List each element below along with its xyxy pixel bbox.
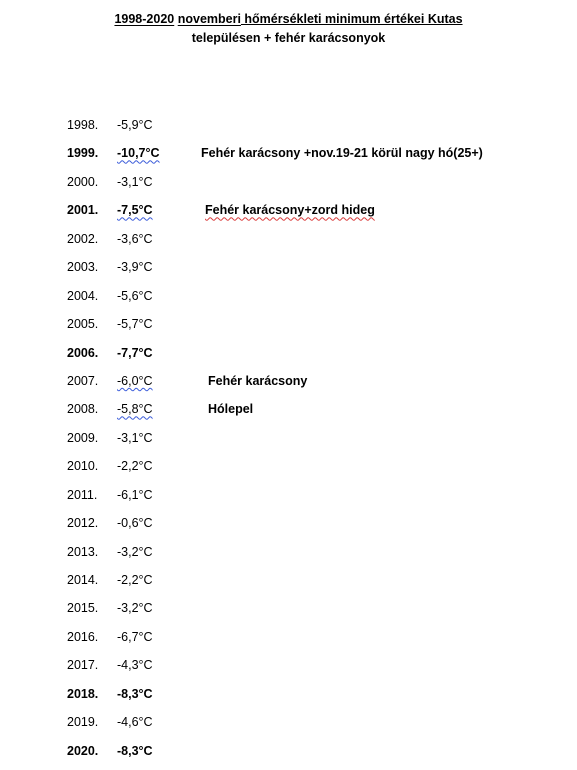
year-label: 2010. xyxy=(67,459,99,474)
temperature-value: -6,1°C xyxy=(117,487,153,502)
temperature-value: -8,3°C xyxy=(117,743,153,758)
list-item xyxy=(67,713,567,741)
year-label: 1998. xyxy=(67,118,99,132)
note-text: Fehér karácsony xyxy=(208,373,308,388)
temperature-value: -10,7°C xyxy=(117,146,160,161)
year-label: 2015. xyxy=(67,601,99,616)
temperature-value: -7,7°C xyxy=(117,345,153,360)
note-text: Fehér karácsony+zord hideg xyxy=(205,203,375,218)
temperature-value: -3,1°C xyxy=(117,430,153,445)
year-label: 2000. xyxy=(67,174,99,189)
list-item xyxy=(67,742,567,770)
list-item xyxy=(67,400,567,428)
list-item xyxy=(67,344,567,372)
temperature-value: -3,9°C xyxy=(117,260,153,275)
year-label: 2009. xyxy=(67,430,99,445)
temperature-list xyxy=(67,116,567,770)
year-label: 2011. xyxy=(67,487,98,502)
title-line-2: településen + fehér karácsonyok xyxy=(191,31,386,45)
temperature-value: -2,2°C xyxy=(117,573,153,587)
temperature-value: -8,3°C xyxy=(117,686,153,701)
list-item xyxy=(67,258,567,286)
year-label: 2019. xyxy=(67,715,99,730)
list-item xyxy=(67,571,567,599)
year-label: 1999. xyxy=(67,146,99,161)
list-item xyxy=(67,372,567,400)
note-text: Fehér karácsony +nov.19-21 körül nagy hó(25+) xyxy=(201,146,483,161)
temperature-value: -4,6°C xyxy=(117,715,153,730)
list-item xyxy=(67,486,567,514)
list-item xyxy=(67,656,567,684)
document-title xyxy=(0,10,577,48)
list-item xyxy=(67,173,567,201)
list-item xyxy=(67,429,567,457)
list-item xyxy=(67,543,567,571)
list-item xyxy=(67,599,567,627)
year-label: 2016. xyxy=(67,629,99,644)
temperature-value: -7,5°C xyxy=(117,203,153,218)
year-label: 2014. xyxy=(67,573,99,587)
temperature-value: -0,6°C xyxy=(117,516,153,531)
title-line-1 xyxy=(0,10,577,29)
temperature-value: -2,2°C xyxy=(117,459,153,474)
year-label: 2004. xyxy=(67,288,99,303)
list-item xyxy=(67,457,567,485)
year-label: 2008. xyxy=(67,402,99,417)
year-label: 2017. xyxy=(67,658,99,673)
title-rest: hőmérsékleti minimum értékei Kutas xyxy=(240,12,463,26)
list-item xyxy=(67,230,567,258)
year-label: 2018. xyxy=(67,686,99,701)
list-item xyxy=(67,628,567,656)
year-label: 2005. xyxy=(67,317,99,332)
temperature-value: -5,8°C xyxy=(117,402,153,417)
temperature-value: -6,7°C xyxy=(117,629,153,644)
list-item xyxy=(67,201,567,229)
note-text: Hólepel xyxy=(208,402,254,417)
year-label: 2007. xyxy=(67,373,99,388)
year-label: 2003. xyxy=(67,260,99,275)
year-label: 2013. xyxy=(67,544,99,559)
temperature-value: -3,1°C xyxy=(117,174,153,189)
list-item xyxy=(67,315,567,343)
temperature-value: -5,9°C xyxy=(117,118,153,132)
title-month-word: novemberi xyxy=(177,12,241,26)
temperature-value: -6,0°C xyxy=(117,373,153,388)
year-label: 2002. xyxy=(67,231,99,246)
year-label: 2001. xyxy=(67,203,99,218)
temperature-value: -3,2°C xyxy=(117,601,153,616)
title-year-range: 1998-2020 xyxy=(114,12,175,26)
year-label: 2020. xyxy=(67,743,99,758)
list-item xyxy=(67,116,567,144)
list-item xyxy=(67,287,567,315)
temperature-value: -4,3°C xyxy=(117,658,153,673)
temperature-value: -3,2°C xyxy=(117,544,153,559)
year-label: 2006. xyxy=(67,345,99,360)
temperature-value: -5,6°C xyxy=(117,288,153,303)
year-label: 2012. xyxy=(67,516,99,531)
list-item xyxy=(67,144,567,172)
temperature-value: -3,6°C xyxy=(117,231,153,246)
list-item xyxy=(67,685,567,713)
temperature-value: -5,7°C xyxy=(117,317,153,332)
list-item xyxy=(67,514,567,542)
